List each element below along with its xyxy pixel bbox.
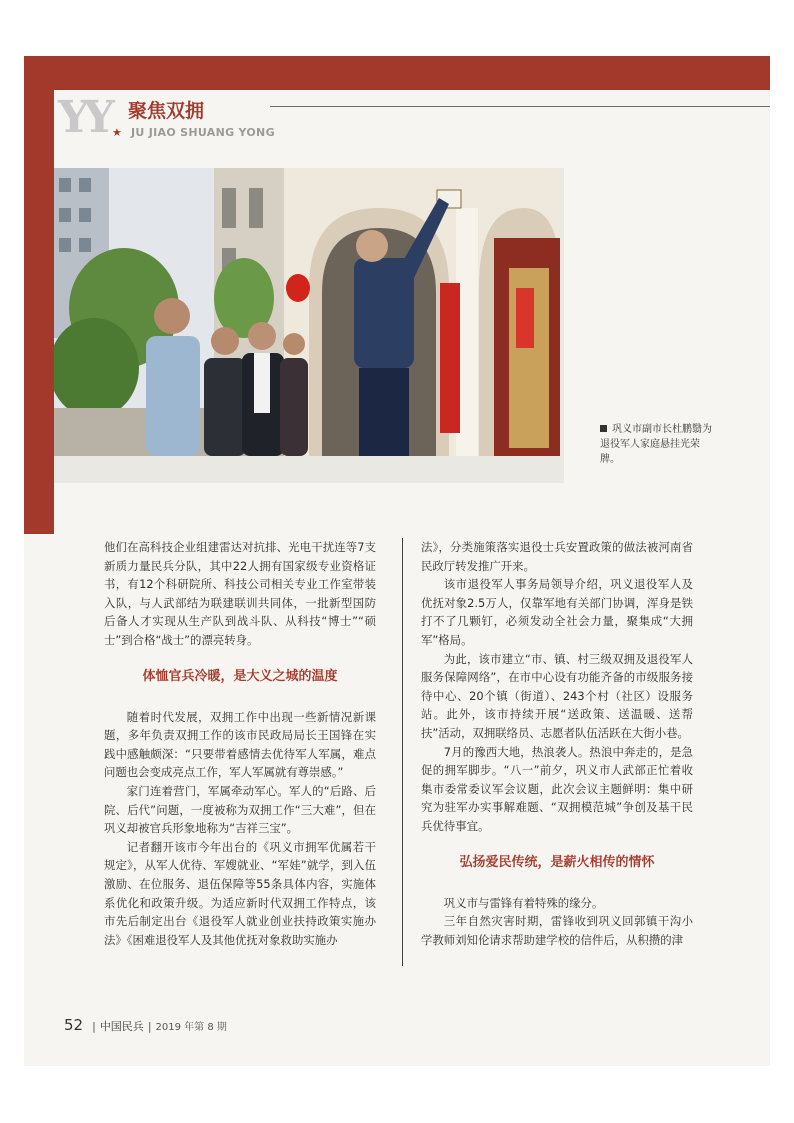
paragraph: 家门连着营门，军属牵动军心。军人的“后路、后院、后代”问题，一度被称为双拥工作“三大难”，但在巩义却被官兵形象地称为“吉祥三宝”。 xyxy=(104,783,376,836)
subheading: 弘扬爱民传统，是薪火相传的情怀 xyxy=(459,854,655,870)
paragraph: 记者翻开该市今年出台的《巩义市拥军优属若干规定》，从军人优待、军嫂就业、“军娃”就学，到入伍激励、在位服务、退伍保障等55条具体内容，实施体系优化和政策升级。为适应新时代双拥工作特点，该市先后制定出台《退役军人就业创业扶持政策实施办法》《困难退役军人及其他优抚对象救助实施办 xyxy=(104,839,376,947)
caption-square-icon xyxy=(600,425,607,432)
paragraph: 为此，该市建立“市、镇、村三级双拥及退役军人服务保障网络”，在市中心设有功能齐备的市级服务接待中心、20个镇（街道）、243个村（社区）设服务站。此外，该市持续开展“送政策、送温暖、送帮扶”活动，双拥联络员、志愿者队伍活跃在大街小巷。 xyxy=(421,651,693,740)
paragraph: 该市退役军人事务局领导介绍，巩义退役军人及优抚对象2.5万人，仅靠军地有关部门协调，浑身是铁打不了几颗钉，必须发动全社会力量，聚集成“大拥军”格局。 xyxy=(421,577,693,647)
paragraph: 7月的豫西大地，热浪袭人。热浪中奔走的，是急促的拥军脚步。“八一”前夕，巩义市人武部正忙着收集市委常委议军会议题，此次会议主题鲜明：集中研究为驻军办实事解难题、“双拥模范城”争创及基干民兵优待事宜。 xyxy=(421,744,693,833)
section-title: 聚焦双拥 xyxy=(128,100,205,122)
column-divider xyxy=(402,538,403,966)
header-band xyxy=(24,56,770,90)
caption-text: 巩义市副市长杜鹏翳为退役军人家庭悬挂光荣牌。 xyxy=(600,424,712,465)
side-band xyxy=(24,56,54,534)
left-column xyxy=(104,538,376,949)
header-rule xyxy=(270,106,770,107)
section-logo: YY xyxy=(58,92,109,143)
paragraph: 三年自然灾害时期，雷锋收到巩义回郭镇干沟小学教师刘知伦请求帮助建学校的信件后，从积攒的津 xyxy=(421,914,693,947)
right-column xyxy=(421,538,693,949)
paragraph: 他们在高科技企业组建雷达对抗排、光电干扰连等7支新质力量民兵分队，其中22人拥有国家级专业资格证书，有12个科研院所、科技公司相关专业工作室带装入队，与人武部结为联建联训共同体，一批新型国防后备人才实现从生产队到战斗队、从科技“博士”“硕士”到合格“战士”的漂亮转身。 xyxy=(104,540,376,647)
subheading: 体恤官兵冷暖，是大义之城的温度 xyxy=(142,668,338,684)
article-photo xyxy=(54,168,560,456)
page-number: 52 xyxy=(64,1016,84,1034)
page-footer xyxy=(64,1016,227,1034)
footer-separator: | xyxy=(147,1020,152,1033)
paragraph: 法》，分类施策落实退役士兵安置政策的做法被河南省民政厅转发推广开来。 xyxy=(421,540,693,573)
photo-caption xyxy=(600,422,712,467)
magazine-name: 中国民兵 xyxy=(99,1020,144,1033)
footer-separator: | xyxy=(92,1020,96,1033)
section-subtitle: JU JIAO SHUANG YONG xyxy=(131,126,275,139)
paragraph: 随着时代发展，双拥工作中出现一些新情况新课题，多年负责双拥工作的该市民政局局长王国锋在实践中感触颇深：“只要带着感情去优待军人军属，难点问题也会变成亮点工作，军人军属就有尊崇感。” xyxy=(104,709,376,780)
paragraph: 巩义市与雷锋有着特殊的缘分。 xyxy=(443,895,604,910)
issue-label: 2019 年第 8 期 xyxy=(155,1022,227,1033)
star-icon: ★ xyxy=(112,126,122,139)
